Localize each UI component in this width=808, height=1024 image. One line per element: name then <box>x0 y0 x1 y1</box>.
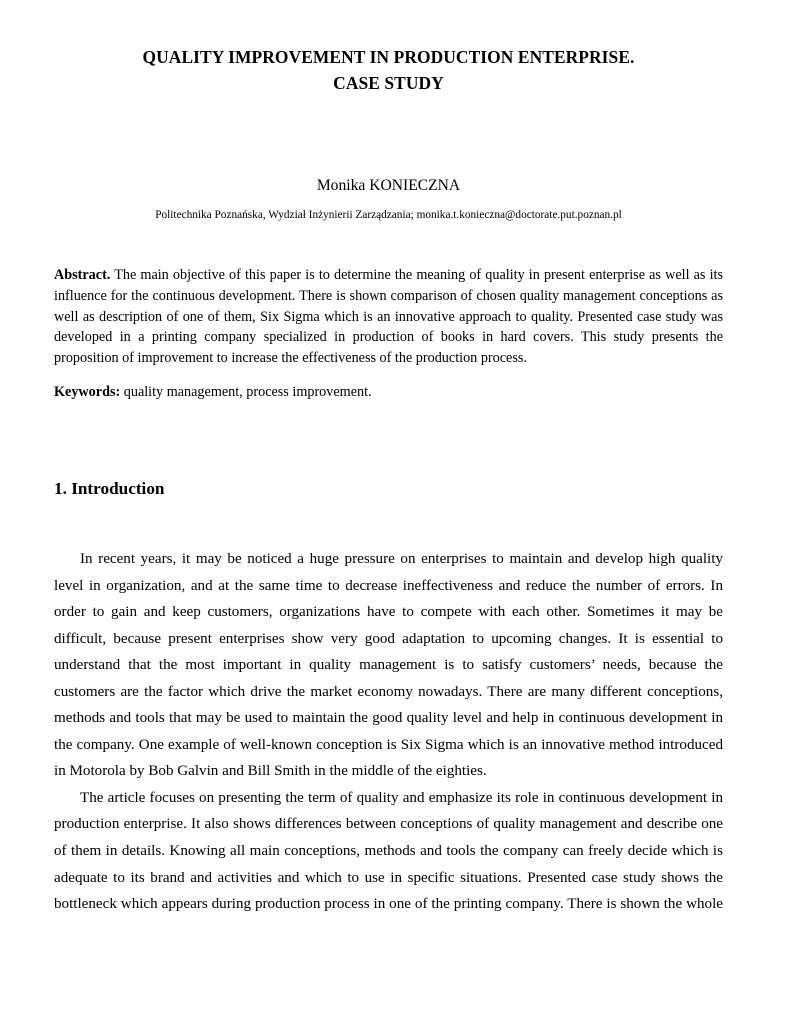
keywords-line <box>54 382 723 403</box>
abstract-body: The main objective of this paper is to determine the meaning of quality in present enterprise as well as its influence for the continuous development. There is shown comparison of chosen quality management conceptions as well as description of one of them, Six Sigma which is an innovative approach to quality. Presented case study was developed in a printing company specialized in production of books in hard covers. This study presents the proposition of improvement to increase the effectiveness of the production process. <box>54 267 723 367</box>
author-affiliation: Politechnika Poznańska, Wydział Inżynierii Zarządzania; monika.t.konieczna@doctorate.put.poznan.pl <box>155 209 622 221</box>
abstract-block <box>54 265 723 403</box>
author-name: Monika KONIECZNA <box>316 177 461 194</box>
body-paragraph-2: The article focuses on presenting the term of quality and emphasize its role in continuous development in production enterprise. It also shows differences between conceptions of quality management and describe one of them in details. Knowing all main conceptions, methods and tools the company can freely decide which is adequate to its brand and activities and which to use in specific situations. Presented case study shows the bottleneck which appears during production process in one of the printing company. There is shown the whole <box>54 789 723 913</box>
abstract-label: Abstract. <box>54 267 111 283</box>
paper-title-line-1: QUALITY IMPROVEMENT IN PRODUCTION ENTERPRISE. <box>142 47 635 67</box>
keywords-body: quality management, process improvement. <box>120 383 372 400</box>
body-paragraph-1: In recent years, it may be noticed a huge pressure on enterprises to maintain and develop high quality level in organization, and at the same time to decrease ineffectiveness and reduce the number of errors. In order to gain and keep customers, organizations have to compete with each other. Sometimes it may be difficult, because present enterprises show very good adaptation to upcoming changes. It is essential to understand that the most important in quality management is to satisfy customers’ needs, because the customers are the factor which drive the market economy nowadays. There are many different conceptions, methods and tools that may be used to maintain the good quality level and help in continuous development in the company. One example of well-known conception is Six Sigma which is an innovative method introduced in Motorola by Bob Galvin and Bill Smith in the middle of the eighties. <box>54 551 723 780</box>
section-heading-introduction: 1. Introduction <box>54 479 165 498</box>
paper-title-line-2: CASE STUDY <box>333 73 444 93</box>
body-text <box>54 546 723 944</box>
paper-title <box>54 44 723 96</box>
abstract-paragraph <box>54 265 723 369</box>
author-block <box>54 176 723 223</box>
keywords-label: Keywords: <box>54 383 121 400</box>
